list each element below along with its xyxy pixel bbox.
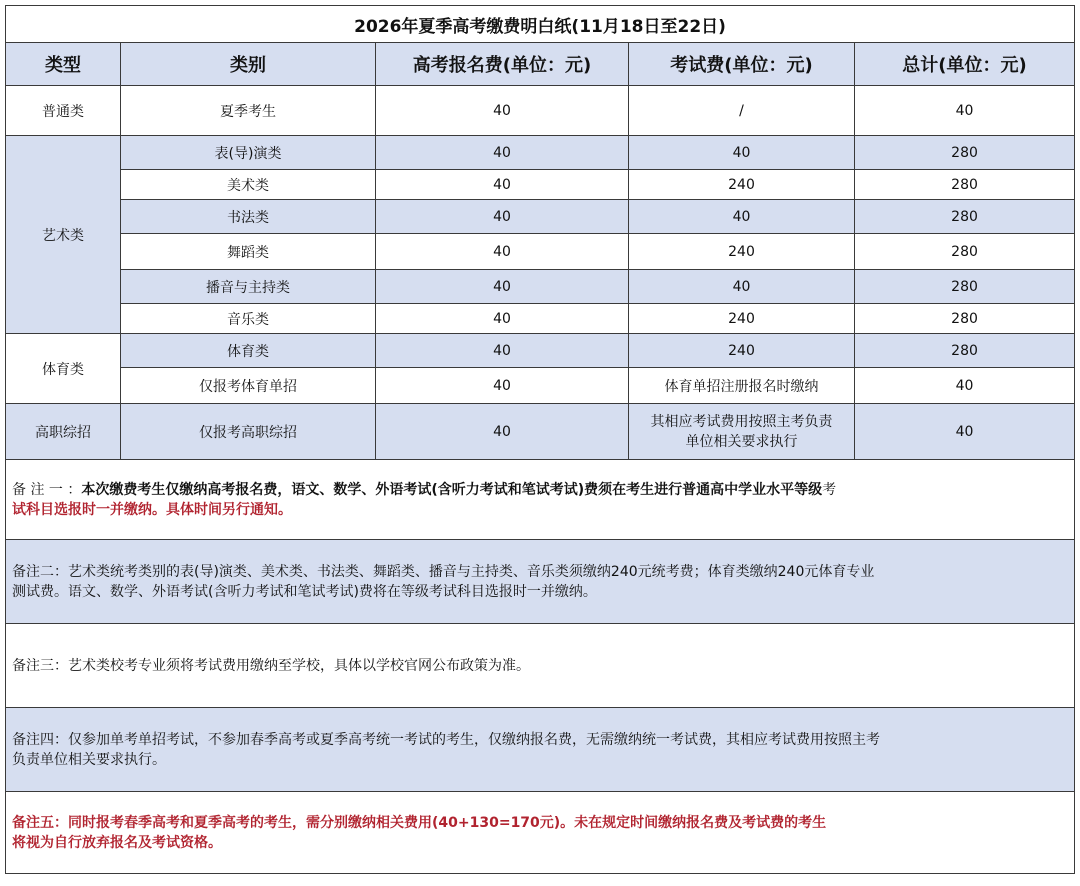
- category-cell: 夏季考生: [121, 86, 376, 136]
- note-3-text: 备注三：艺术类校考专业须将考试费用缴纳至学校，具体以学校官网公布政策为准。: [12, 657, 530, 674]
- reg-fee-cell: 40: [376, 404, 629, 460]
- fee-notice-document: [5, 5, 1074, 874]
- total-cell: 280: [855, 136, 1075, 170]
- exam-fee-cell: 40: [629, 270, 855, 304]
- note-2-line2: 测试费。语文、数学、外语考试(含听力考试和笔试考试)费将在等级考试科目选报时一并缴纳。: [12, 583, 597, 600]
- reg-fee-cell: 40: [376, 86, 629, 136]
- header-total: 总计(单位：元): [855, 43, 1075, 86]
- note-5-line1: 备注五：同时报考春季高考和夏季高考的考生，需分别缴纳相关费用(40+130=170元)。未在规定时间缴纳报名费及考试费的考生: [12, 814, 827, 831]
- reg-fee-cell: 40: [376, 368, 629, 404]
- category-cell: 舞蹈类: [121, 234, 376, 270]
- header-exam-fee: 考试费(单位：元): [629, 43, 855, 86]
- exam-fee-line1: 其相应考试费用按照主考负责: [650, 413, 833, 430]
- reg-fee-cell: 40: [376, 170, 629, 200]
- header-category: 类别: [121, 43, 376, 86]
- note-row-4: [6, 708, 1075, 792]
- note-1-red-text: 试科目选报时一并缴纳。具体时间另行通知。: [12, 501, 292, 518]
- table-row: [6, 200, 1075, 234]
- note-5-line2: 将视为自行放弃报名及考试资格。: [12, 834, 222, 851]
- table-row: [6, 136, 1075, 170]
- exam-fee-cell: 240: [629, 170, 855, 200]
- table-row: [6, 404, 1075, 460]
- note-row-3: [6, 624, 1075, 708]
- note-1: [6, 460, 1075, 540]
- reg-fee-cell: 40: [376, 234, 629, 270]
- fee-table: [5, 5, 1075, 874]
- note-1-bold-text: 本次缴费考生仅缴纳高考报名费，语文、数学、外语考试(含听力考试和笔试考试)费须在考生进行普通高中学业水平等级: [81, 481, 823, 498]
- exam-fee-cell: 体育单招注册报名时缴纳: [629, 368, 855, 404]
- total-cell: 280: [855, 304, 1075, 334]
- category-cell: 美术类: [121, 170, 376, 200]
- header-registration-fee: 高考报名费(单位：元): [376, 43, 629, 86]
- category-cell: 体育类: [121, 334, 376, 368]
- reg-fee-cell: 40: [376, 200, 629, 234]
- note-row-2: [6, 540, 1075, 624]
- reg-fee-cell: 40: [376, 334, 629, 368]
- exam-fee-cell: 40: [629, 200, 855, 234]
- page-title: 2026年夏季高考缴费明白纸(11月18日至22日): [6, 6, 1075, 43]
- exam-fee-line2: 单位相关要求执行: [685, 433, 798, 450]
- type-cell-gaozhi: 高职综招: [6, 404, 121, 460]
- total-cell: 280: [855, 334, 1075, 368]
- total-cell: 280: [855, 270, 1075, 304]
- note-row-5: [6, 792, 1075, 874]
- table-row: [6, 304, 1075, 334]
- note-4-line2: 负责单位相关要求执行。: [12, 751, 166, 768]
- category-cell: 仅报考高职综招: [121, 404, 376, 460]
- category-cell: 仅报考体育单招: [121, 368, 376, 404]
- category-cell: 表(导)演类: [121, 136, 376, 170]
- table-header-row: [6, 43, 1075, 86]
- exam-fee-cell: 40: [629, 136, 855, 170]
- total-cell: 40: [855, 368, 1075, 404]
- category-cell: 播音与主持类: [121, 270, 376, 304]
- table-row: [6, 368, 1075, 404]
- note-row-1: [6, 460, 1075, 540]
- total-cell: 280: [855, 170, 1075, 200]
- table-row: [6, 334, 1075, 368]
- reg-fee-cell: 40: [376, 136, 629, 170]
- total-cell: 40: [855, 404, 1075, 460]
- total-cell: 280: [855, 234, 1075, 270]
- header-type: 类型: [6, 43, 121, 86]
- exam-fee-cell: /: [629, 86, 855, 136]
- note-4: [6, 708, 1075, 792]
- table-row: [6, 170, 1075, 200]
- exam-fee-cell: 240: [629, 304, 855, 334]
- table-row: [6, 234, 1075, 270]
- category-cell: 音乐类: [121, 304, 376, 334]
- note-1-tail: 考: [822, 481, 837, 498]
- table-row: [6, 270, 1075, 304]
- exam-fee-cell: 240: [629, 234, 855, 270]
- category-cell: 书法类: [121, 200, 376, 234]
- total-cell: 40: [855, 86, 1075, 136]
- reg-fee-cell: 40: [376, 270, 629, 304]
- table-row: [6, 86, 1075, 136]
- note-4-line1: 备注四：仅参加单考单招考试，不参加春季高考或夏季高考统一考试的考生，仅缴纳报名费，无需缴纳统一考试费，其相应考试费用按照主考: [12, 731, 880, 748]
- exam-fee-cell: 240: [629, 334, 855, 368]
- type-cell-tiyu: 体育类: [6, 334, 121, 404]
- note-1-prefix: 备 注 一 ：: [12, 481, 82, 498]
- note-2: [6, 540, 1075, 624]
- type-cell-putong: 普通类: [6, 86, 121, 136]
- total-cell: 280: [855, 200, 1075, 234]
- note-2-line1: 备注二：艺术类统考类别的表(导)演类、美术类、书法类、舞蹈类、播音与主持类、音乐类须缴纳240元统考费；体育类缴纳240元体育专业: [12, 563, 875, 580]
- type-cell-yishu: 艺术类: [6, 136, 121, 334]
- exam-fee-cell: [629, 404, 855, 460]
- note-3: [6, 624, 1075, 708]
- note-5: [6, 792, 1075, 874]
- reg-fee-cell: 40: [376, 304, 629, 334]
